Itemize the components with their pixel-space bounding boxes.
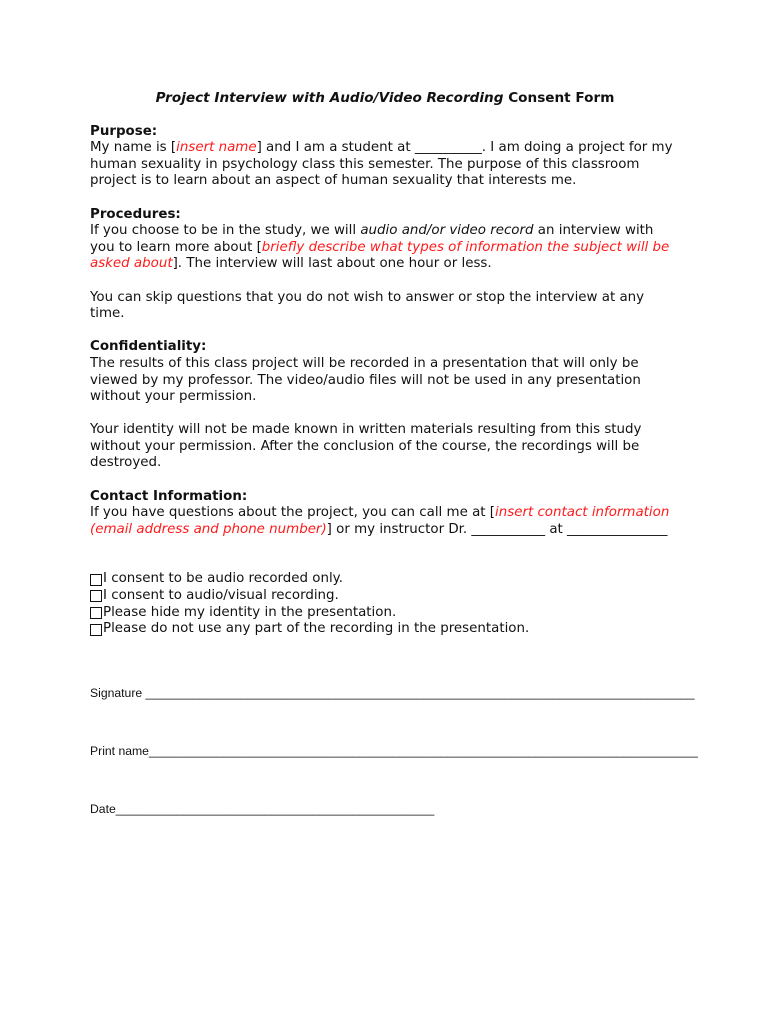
consent-item-audio[interactable]: I consent to be audio recorded only.: [90, 571, 680, 588]
procedures-paragraph: If you choose to be in the study, we will audio and/or video record an interview with you to learn more about [briefly describe what types of information the subject will be asked about]. The interview will last about one hour or less.: [90, 223, 670, 272]
consent-item-hide-identity[interactable]: Please hide my identity in the presentation.: [90, 605, 680, 622]
contact-paragraph: If you have questions about the project, you can call me at [insert contact information (email address and phone number)] or my instructor Dr. ___________ at _______________: [90, 505, 670, 537]
contact-heading: Contact Information:: [90, 488, 248, 504]
contact-info-placeholder: insert contact information (email address and phone number): [90, 505, 670, 537]
consent-item-do-not-use[interactable]: Please do not use any part of the recording in the presentation.: [90, 621, 680, 638]
document-title: [90, 90, 680, 107]
date-line[interactable]: Date_______________________________________________: [90, 802, 435, 816]
consent-item-audiovisual[interactable]: I consent to audio/visual recording.: [90, 588, 680, 605]
title-plain-part: Consent Form: [508, 90, 615, 106]
checkbox-audio-visual[interactable]: [90, 590, 102, 602]
print-name-line[interactable]: Print name_________________________________________________________________________________: [90, 744, 698, 758]
purpose-heading: Purpose:: [90, 123, 158, 139]
checkbox-do-not-use[interactable]: [90, 624, 102, 636]
confidentiality-heading: Confidentiality:: [90, 339, 207, 355]
procedures-heading: Procedures:: [90, 206, 181, 222]
skip-questions-paragraph: You can skip questions that you do not wish to answer or stop the interview at any time.: [90, 289, 645, 322]
consent-form-page: [90, 90, 680, 638]
checkbox-hide-identity[interactable]: [90, 607, 102, 619]
purpose-paragraph: My name is [insert name] and I am a student at __________. I am doing a project for my human sexuality in psychology class this semester. The purpose of this classroom project is to learn about an aspect of human sexuality that interests me.: [90, 140, 673, 189]
confidentiality-paragraph-1: The results of this class project will be recorded in a presentation that will only be viewed by my professor. The video/audio files will not be used in any presentation without your permission.: [90, 355, 641, 405]
consent-checklist: [90, 571, 680, 637]
signature-line[interactable]: Signature _________________________________________________________________________________: [90, 686, 695, 700]
title-italic-part: Project Interview with Audio/Video Recording: [155, 90, 504, 106]
describe-information-placeholder: briefly describe what types of information the subject will be asked about: [90, 239, 670, 272]
confidentiality-paragraph-2: Your identity will not be made known in written materials resulting from this study without your permission. After the conclusion of the course, the recordings will be destroyed.: [90, 422, 642, 471]
insert-name-placeholder: insert name: [176, 140, 257, 156]
checkbox-audio-only[interactable]: [90, 574, 102, 586]
